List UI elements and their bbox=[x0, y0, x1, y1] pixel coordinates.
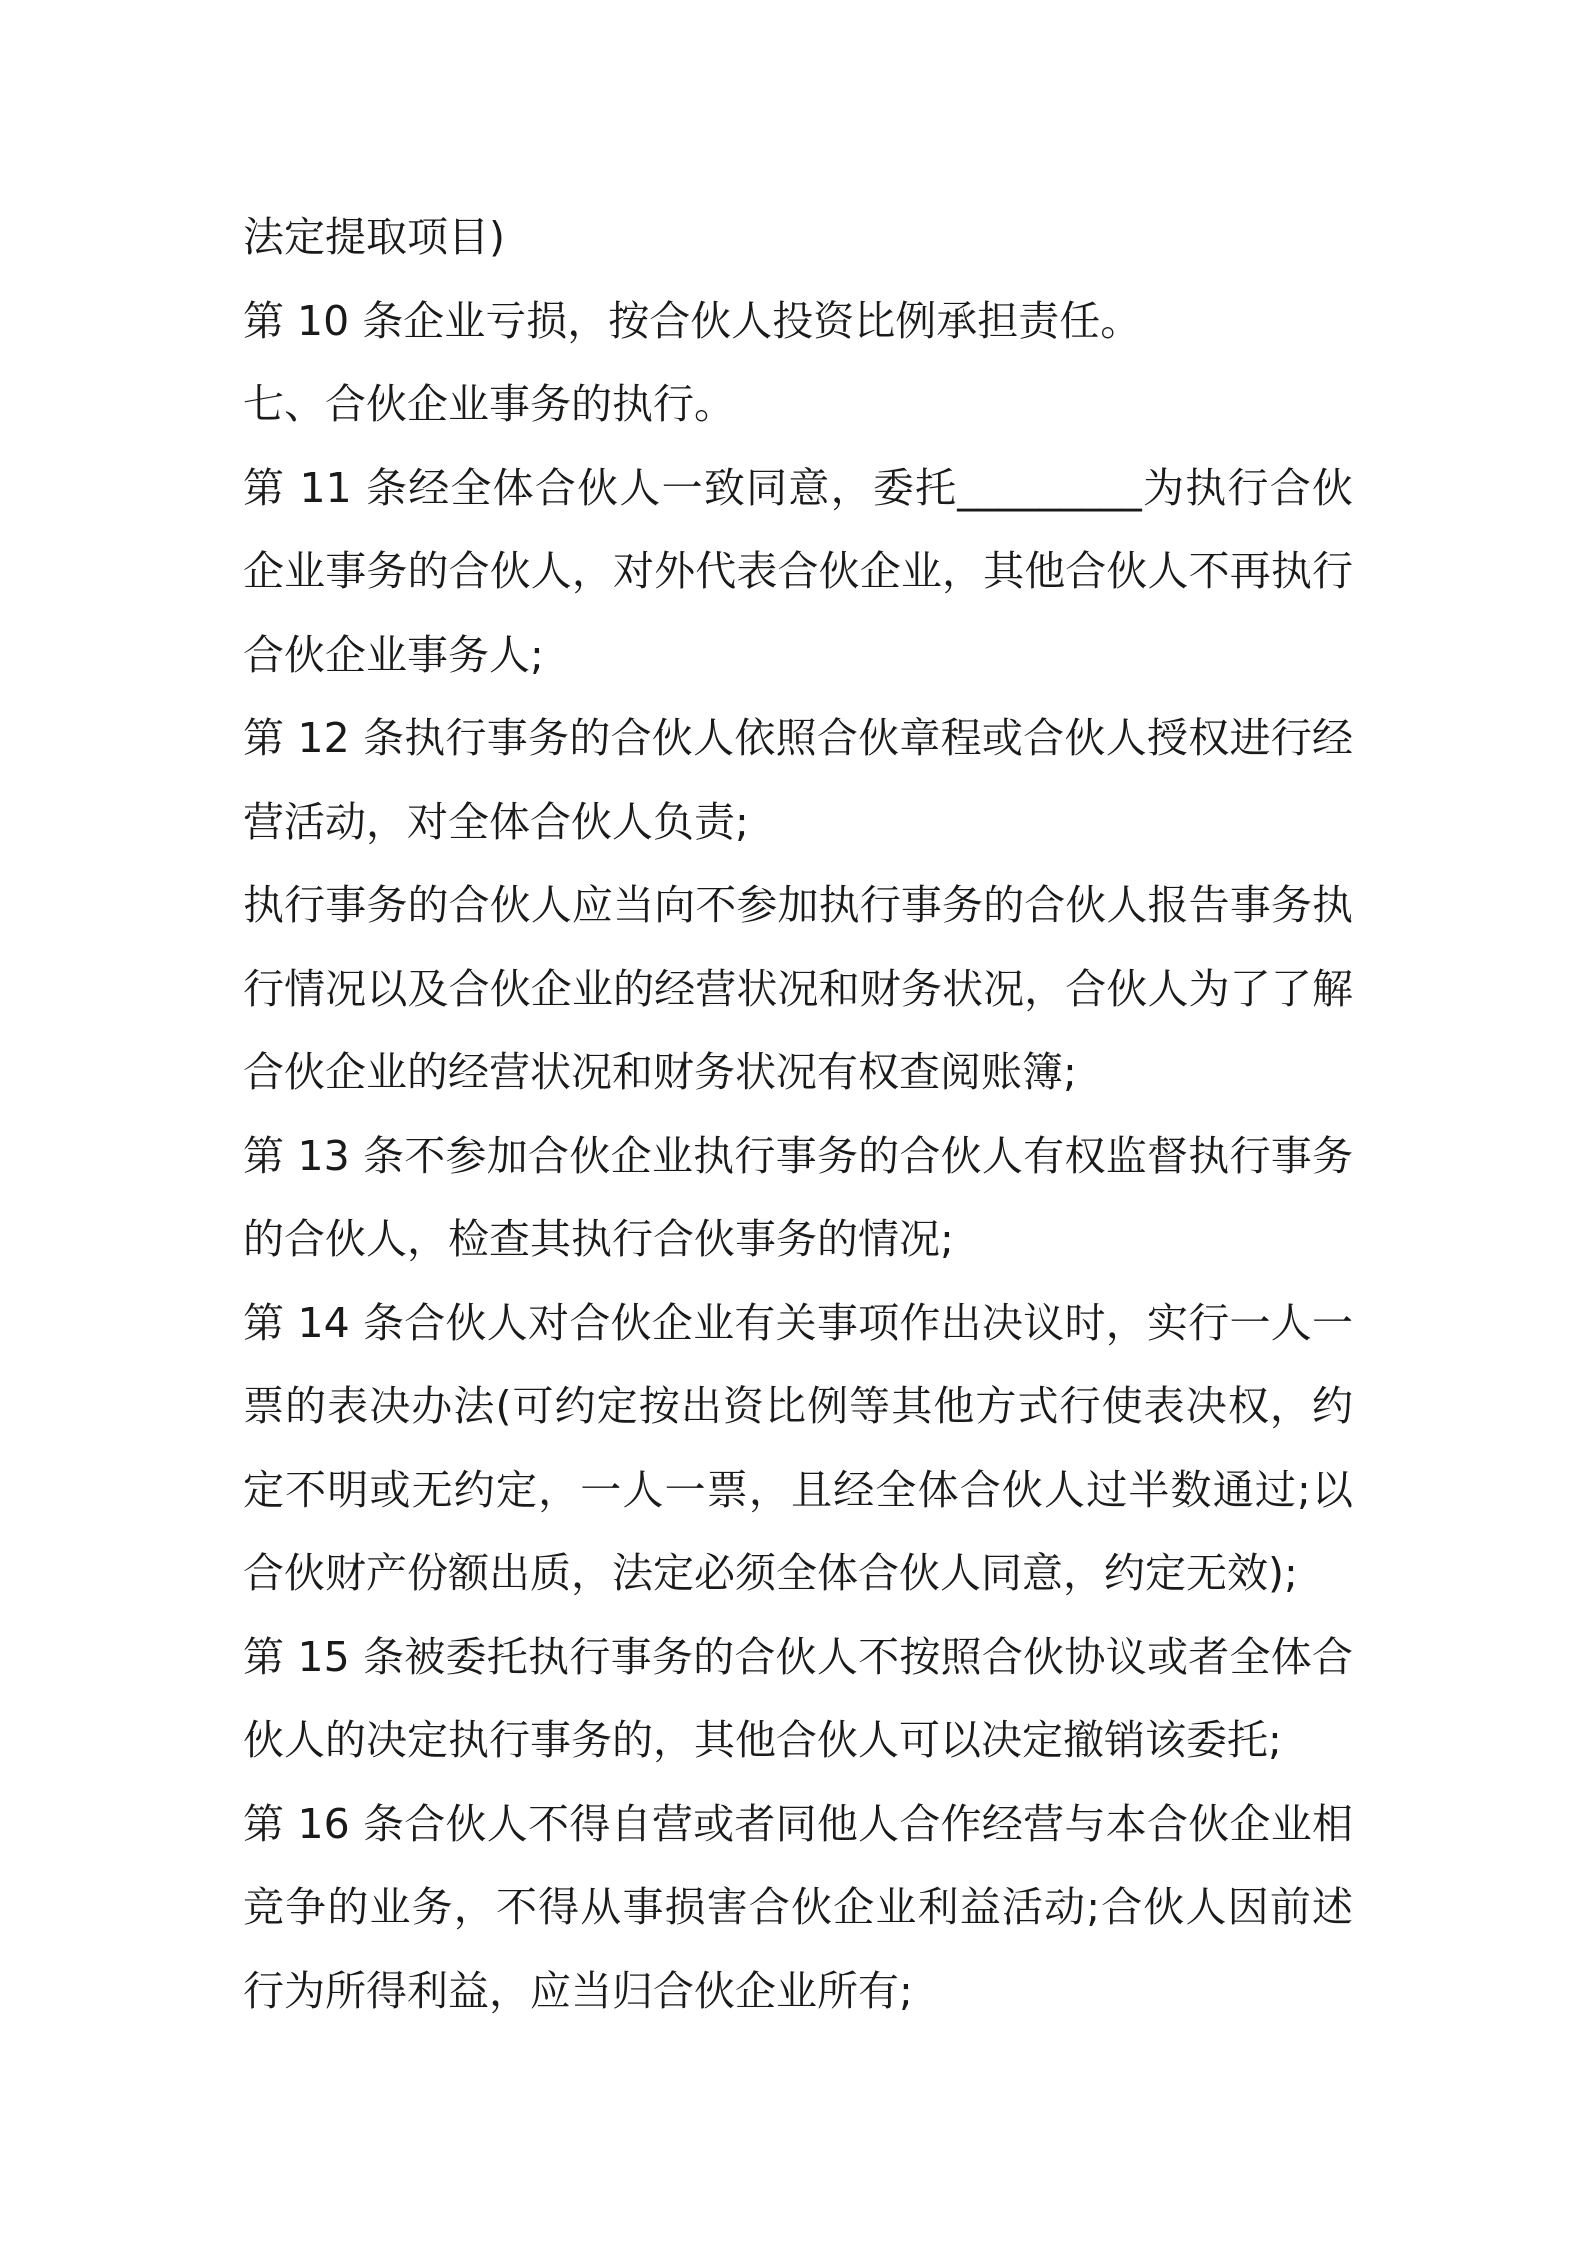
article-12: 第 12 条执行事务的合伙人依照合伙章程或合伙人授权进行经营活动，对全体合伙人负责; bbox=[243, 714, 1353, 846]
article-16: 第 16 条合伙人不得自营或者同他人合作经营与本合伙企业相竞争的业务，不得从事损害合伙企业利益活动;合伙人因前述行为所得利益，应当归合伙企业所有; bbox=[243, 1799, 1353, 2015]
article-14: 第 14 条合伙人对合伙企业有关事项作出决议时，实行一人一票的表决办法(可约定按出资比例等其他方式行使表决权，约定不明或无约定，一人一票，且经全体合伙人过半数通过;以合伙财产份额出质，法定必须全体合伙人同意，约定无效); bbox=[243, 1298, 1353, 1597]
article-15: 第 15 条被委托执行事务的合伙人不按照合伙协议或者全体合伙人的决定执行事务的，其他合伙人可以决定撤销该委托; bbox=[243, 1632, 1353, 1764]
paragraph-statutory-items: 法定提取项目) bbox=[243, 213, 505, 261]
article-11: 第 11 条经全体合伙人一致同意，委托_________为执行合伙企业事务的合伙人，对外代表合伙企业，其他合伙人不再执行合伙企业事务人; bbox=[243, 463, 1353, 679]
section-heading-7: 七、合伙企业事务的执行。 bbox=[243, 380, 735, 428]
article-10: 第 10 条企业亏损，按合伙人投资比例承担责任。 bbox=[243, 296, 1142, 345]
article-13: 第 13 条不参加合伙企业执行事务的合伙人有权监督执行事务的合伙人，检查其执行合伙事务的情况; bbox=[243, 1131, 1353, 1263]
article-12-reporting: 执行事务的合伙人应当向不参加执行事务的合伙人报告事务执行情况以及合伙企业的经营状况和财务状况，合伙人为了了解合伙企业的经营状况和财务状况有权查阅账簿; bbox=[243, 881, 1353, 1096]
document-body bbox=[243, 196, 1353, 2033]
